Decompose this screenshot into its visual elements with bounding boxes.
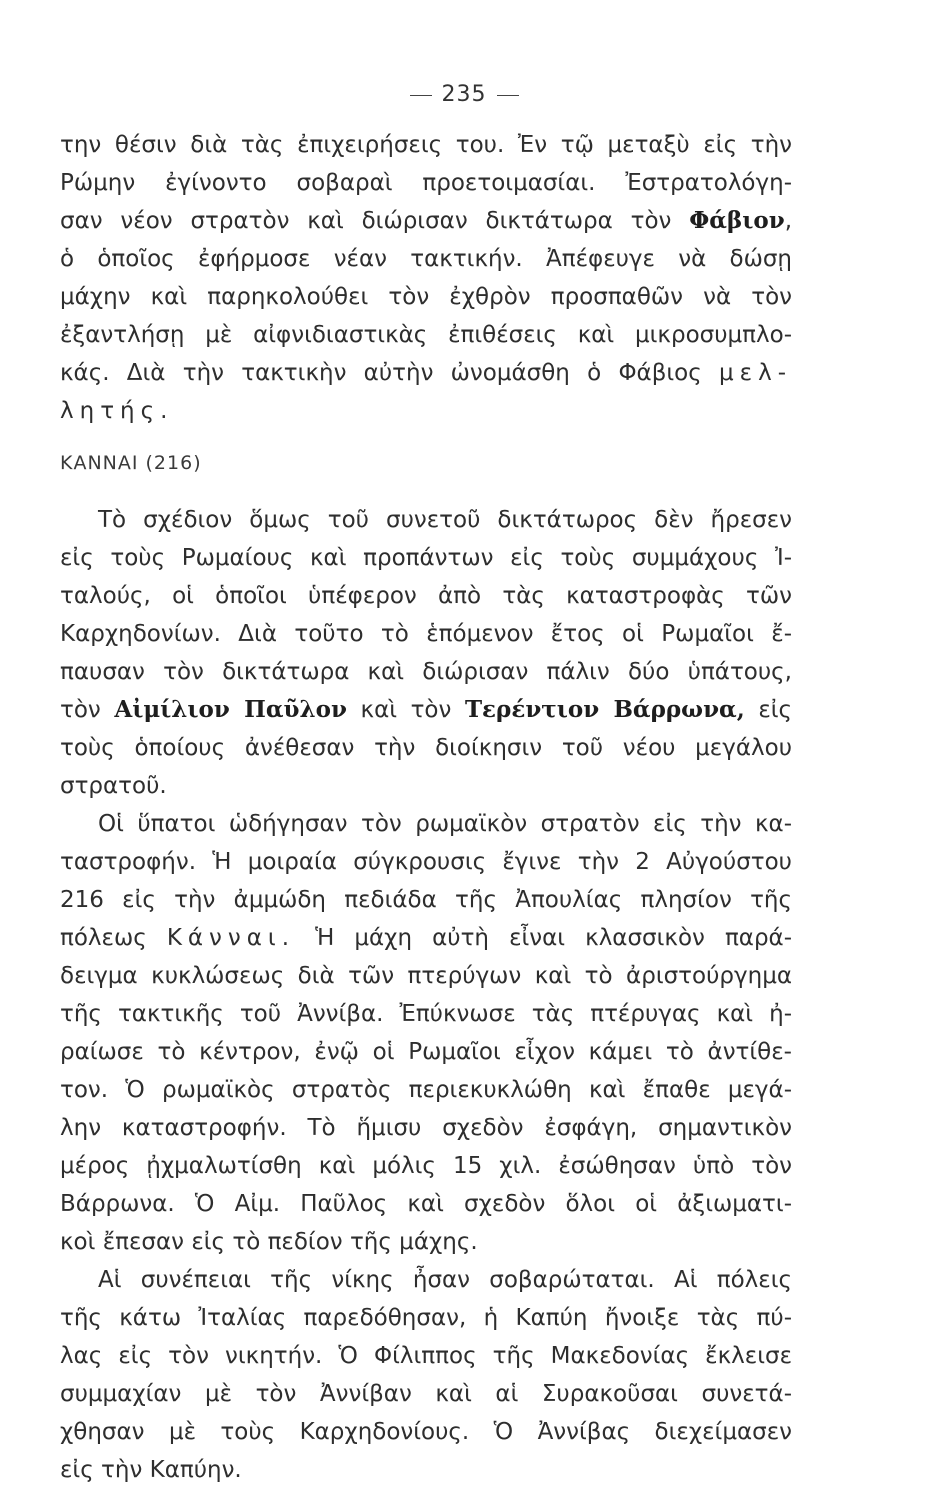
paragraph2-line: εἰς τοὺς Ρωμαίους καὶ προπάντων εἰς τοὺς συμμάχους Ἰ- xyxy=(60,545,792,571)
paragraph1-text: σαν νέον στρατὸν καὶ διώρισαν δικτάτωρα τὸν xyxy=(60,208,672,234)
paragraph2-text: εἰς xyxy=(758,697,793,723)
paragraph2-line: Καρχηδονίων. Διὰ τοῦτο τὸ ἑπόμενον ἔτος οἱ Ρωμαῖοι ἔ- xyxy=(60,621,792,647)
paragraph2-line: ταλούς, οἱ ὁποῖοι ὑπέφερον ἀπὸ τὰς καταστροφὰς τῶν xyxy=(60,583,792,609)
paragraph2-line: στρατοῦ. xyxy=(60,773,167,799)
paragraph1-line: λητής. xyxy=(60,398,174,424)
paragraph2-text: τὸν xyxy=(60,697,101,723)
paragraph1-line xyxy=(60,206,792,236)
paragraph1-line: την θέσιν διὰ τὰς ἐπιχειρήσεις του. Ἐν τῷ μεταξὺ εἰς τὴν xyxy=(60,132,792,158)
name-aemilius-paulus: Αἰμίλιον Παῦλον xyxy=(114,696,347,723)
paragraph4-line: τῆς κάτω Ἰταλίας παρεδόθησαν, ἡ Καπύη ἤνοιξε τὰς πύ- xyxy=(60,1305,792,1331)
paragraph3-text: πόλεως xyxy=(60,925,147,951)
paragraph3-line: μέρος ᾐχμαλωτίσθη καὶ μόλις 15 χιλ. ἐσώθησαν ὑπὸ τὸν xyxy=(60,1153,792,1179)
place-cannae: Κάνναι. xyxy=(166,925,296,951)
paragraph2-line: Τὸ σχέδιον ὅμως τοῦ συνετοῦ δικτάτωρος δὲν ἤρεσεν xyxy=(98,507,792,533)
paragraph4-line: χθησαν μὲ τοὺς Καρχηδονίους. Ὁ Ἀννίβας διεχείμασεν xyxy=(60,1419,792,1445)
paragraph1-line xyxy=(60,358,792,388)
name-fabius: Φάβιον xyxy=(689,207,785,234)
paragraph1-line: μάχην καὶ παρηκολούθει τὸν ἐχθρὸν προσπαθῶν νὰ τὸν xyxy=(60,284,792,310)
paragraph3-line: 216 εἰς τὴν ἀμμώδη πεδιάδα τῆς Ἀπουλίας πλησίον τῆς xyxy=(60,887,792,913)
paragraph3-line: τῆς τακτικῆς τοῦ Ἀννίβα. Ἐπύκνωσε τὰς πτέρυγας καὶ ἠ- xyxy=(60,1001,792,1027)
name-terentius-varro: Τερέντιον Βάρρωνα, xyxy=(464,696,745,723)
paragraph2-line: τοὺς ὁποίους ἀνέθεσαν τὴν διοίκησιν τοῦ νέου μεγάλου xyxy=(60,735,792,761)
paragraph4-line: Αἱ συνέπειαι τῆς νίκης ἦσαν σοβαρώταται. Αἱ πόλεις xyxy=(98,1267,792,1293)
paragraph1-line: ὁ ὁποῖος ἐφήρμοσε νέαν τακτικήν. Ἀπέφευγε νὰ δώσῃ xyxy=(60,246,792,272)
page-number-dash-left xyxy=(410,95,432,96)
paragraph2-line: παυσαν τὸν δικτάτωρα καὶ διώρισαν πάλιν δύο ὑπάτους, xyxy=(60,659,792,685)
paragraph4-line: εἰς τὴν Καπύην. xyxy=(60,1457,242,1483)
paragraph3-line xyxy=(60,923,792,953)
paragraph1-line: ἐξαντλήσῃ μὲ αἰφνιδιαστικὰς ἐπιθέσεις καὶ μικροσυμπλο- xyxy=(60,322,792,348)
paragraph1-line: Ρώμην ἐγίνοντο σοβαραὶ προετοιμασίαι. Ἐστρατολόγη- xyxy=(60,170,792,196)
paragraph2-text: καὶ τὸν xyxy=(360,697,452,723)
paragraph3-line: Βάρρωνα. Ὁ Αἰμ. Παῦλος καὶ σχεδὸν ὅλοι οἱ ἀξιωματι- xyxy=(60,1191,792,1217)
spaced-term: μελ- xyxy=(719,360,793,386)
paragraph4-line: λας εἰς τὸν νικητήν. Ὁ Φίλιππος τῆς Μακεδονίας ἔκλεισε xyxy=(60,1343,792,1369)
paragraph1-text: , xyxy=(784,208,792,234)
page-number xyxy=(0,82,928,107)
page-number-dash-right xyxy=(497,95,519,96)
paragraph4-line: συμμαχίαν μὲ τὸν Ἀννίβαν καὶ αἱ Συρακοῦσαι συνετά- xyxy=(60,1381,792,1407)
paragraph3-line: κοὶ ἔπεσαν εἰς τὸ πεδίον τῆς μάχης. xyxy=(60,1229,478,1255)
paragraph3-line: ραίωσε τὸ κέντρον, ἐνῷ οἱ Ρωμαῖοι εἶχον κάμει τὸ ἀντίθε- xyxy=(60,1039,792,1065)
paragraph3-line: ταστροφήν. Ἡ μοιραία σύγκρουσις ἔγινε τὴν 2 Αὐγούστου xyxy=(60,849,792,875)
paragraph3-line: λην καταστροφήν. Τὸ ἥμισυ σχεδὸν ἐσφάγη, σημαντικὸν xyxy=(60,1115,792,1141)
section-heading: ΚΑΝΝΑΙ (216) xyxy=(60,452,202,474)
paragraph3-text: Ἡ μάχη αὐτὴ εἶναι κλασσικὸν παρά- xyxy=(315,925,793,951)
paragraph3-line: δειγμα κυκλώσεως διὰ τῶν πτερύγων καὶ τὸ ἀριστούργημα xyxy=(60,963,792,989)
paragraph1-text: κάς. Διὰ τὴν τακτικὴν αὐτὴν ὠνομάσθη ὁ Φάβιος xyxy=(60,360,702,386)
page-number-value: 235 xyxy=(441,82,487,107)
paragraph3-line: Οἱ ὕπατοι ὡδήγησαν τὸν ρωμαϊκὸν στρατὸν εἰς τὴν κα- xyxy=(98,811,792,837)
paragraph2-line xyxy=(60,695,792,725)
paragraph3-line: τον. Ὁ ρωμαϊκὸς στρατὸς περιεκυκλώθη καὶ ἔπαθε μεγά- xyxy=(60,1077,792,1103)
